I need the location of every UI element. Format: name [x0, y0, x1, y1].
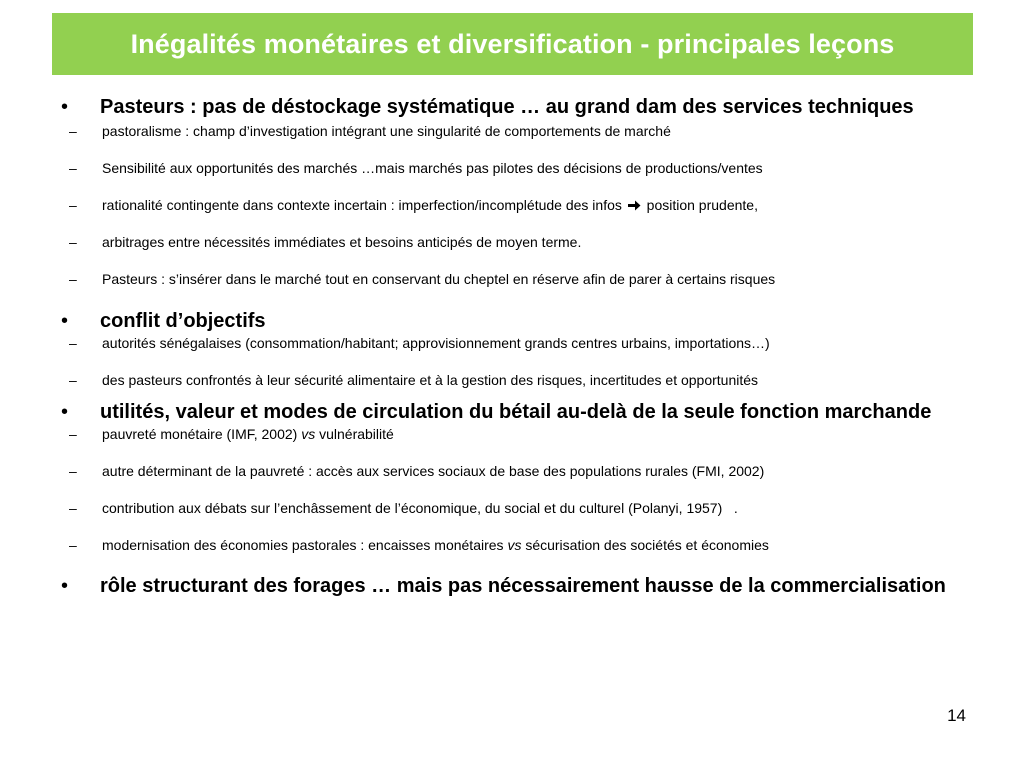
sub-item-text: pastoralisme : champ d’investigation intégrant une singularité de comportements de marché	[102, 123, 671, 139]
dash-icon: –	[69, 537, 77, 553]
dash-icon: –	[69, 500, 77, 516]
sub-item-text: modernisation des économies pastorales : encaisses monétaires	[102, 537, 508, 553]
bullet-icon: •	[61, 96, 69, 118]
sub-list-pasteurs	[57, 122, 963, 288]
bullet-icon: •	[61, 401, 69, 423]
bullet-heading: Pasteurs : pas de déstockage systématique … au grand dam des services techniques	[100, 96, 914, 118]
dash-icon: –	[69, 426, 77, 442]
bullet-icon: •	[61, 310, 69, 332]
sub-item-text: contribution aux débats sur l’enchâssement de l’économique, du social et du culturel (Polanyi, 1957) .	[102, 500, 738, 516]
dash-icon: –	[69, 234, 77, 250]
sub-item-text: des pasteurs confrontés à leur sécurité alimentaire et à la gestion des risques, incertitudes et opportunités	[102, 372, 759, 388]
sub-item	[57, 462, 963, 480]
dash-icon: –	[69, 372, 77, 388]
sub-item	[57, 233, 963, 251]
sub-item-italic: vs	[301, 426, 316, 442]
sub-list-utilites	[57, 425, 963, 554]
sub-item-italic: vs	[507, 537, 522, 553]
bullet-icon: •	[61, 575, 69, 597]
sub-item-text-after: vulnérabilité	[315, 426, 394, 442]
sub-item	[57, 499, 963, 517]
bullet-section-forages	[57, 575, 963, 597]
sub-item	[57, 122, 963, 140]
sub-item-text: Pasteurs : s’insérer dans le marché tout en conservant du cheptel en réserve afin de parer à certains risques	[102, 271, 776, 287]
bullet-section-utilites	[57, 401, 963, 423]
sub-item-text: rationalité contingente dans contexte incertain : imperfection/incomplétude des infos	[102, 197, 626, 213]
dash-icon: –	[69, 463, 77, 479]
sub-list-conflit	[57, 334, 963, 389]
sub-item-text: Sensibilité aux opportunités des marchés …mais marchés pas pilotes des décisions de productions/ventes	[102, 160, 763, 176]
sub-item-text: arbitrages entre nécessités immédiates et besoins anticipés de moyen terme.	[102, 234, 582, 250]
sub-item-text: autorités sénégalaises (consommation/habitant; approvisionnement grands centres urbains, importations…)	[102, 335, 770, 351]
sub-item	[57, 371, 963, 389]
dash-icon: –	[69, 197, 77, 213]
title-bar	[52, 13, 973, 75]
slide-title: Inégalités monétaires et diversification - principales leçons	[130, 28, 895, 59]
sub-item-text: pauvreté monétaire (IMF, 2002)	[102, 426, 302, 442]
bullet-heading: utilités, valeur et modes de circulation du bétail au-delà de la seule fonction marchande	[100, 401, 932, 423]
dash-icon: –	[69, 123, 77, 139]
sub-item	[57, 270, 963, 288]
bullet-heading: conflit d’objectifs	[100, 310, 266, 332]
dash-icon: –	[69, 271, 77, 287]
sub-item-text: autre déterminant de la pauvreté : accès aux services sociaux de base des populations rurales (FMI, 2002)	[102, 463, 765, 479]
page-number: 14	[947, 706, 966, 725]
sub-item-text-after: sécurisation des sociétés et économies	[521, 537, 769, 553]
bullet-section-conflit	[57, 310, 963, 332]
sub-item	[57, 159, 963, 177]
dash-icon: –	[69, 335, 77, 351]
sub-item	[57, 425, 963, 443]
dash-icon: –	[69, 160, 77, 176]
bullet-heading: rôle structurant des forages … mais pas nécessairement hausse de la commercialisation	[100, 575, 946, 597]
sub-item	[57, 334, 963, 352]
right-arrow-icon	[626, 196, 643, 214]
sub-item-text-after: position prudente,	[642, 197, 758, 213]
slide-body	[57, 96, 963, 597]
sub-item	[57, 196, 963, 214]
bullet-section-pasteurs	[57, 96, 963, 118]
sub-item	[57, 536, 963, 554]
